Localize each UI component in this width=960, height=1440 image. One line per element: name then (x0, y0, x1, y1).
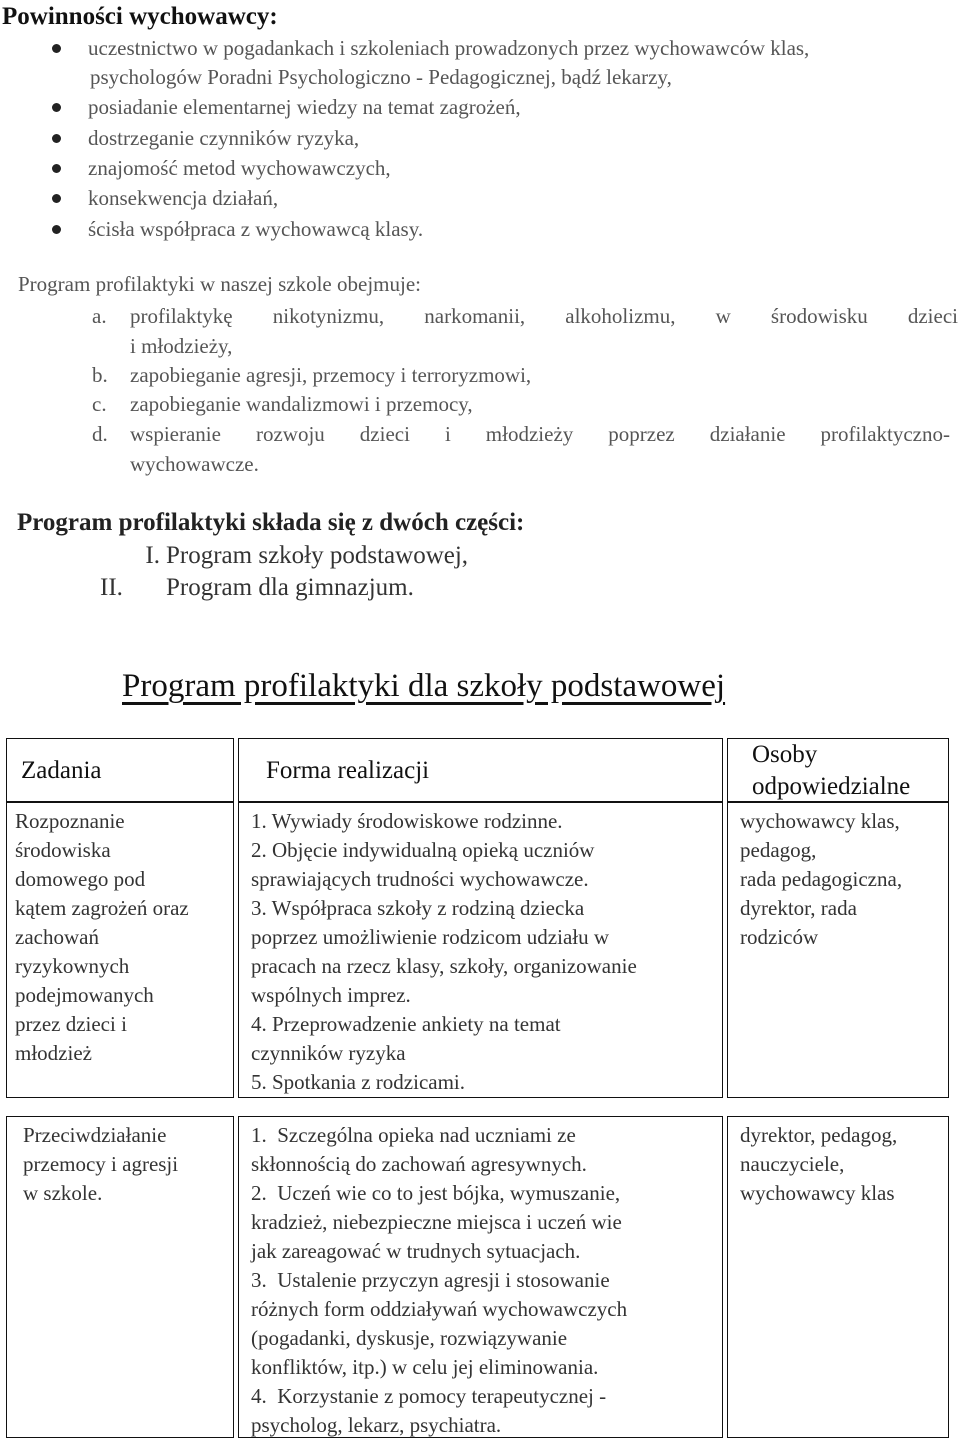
persons-cell: dyrektor, pedagog, nauczyciele, wychowawcy klas (727, 1116, 949, 1438)
form-cell: 1. Szczególna opieka nad uczniami ze skłonnością do zachowań agresywnych. 2. Uczeń wie co to jest bójka, wymuszanie, kradzież, niebezpieczne miejsca i uczeń wie jak zareagować w trudnych sytuacjach. 3. Ustalenie przyczyn agresji i stosowanie różnych form oddziaływań wychowawczych (pogadanki, dyskusje, rozwiązywanie konfliktów, itp.) w celu jej eliminowania. 4. Korzystanie z pomocy terapeutycznej - psycholog, lekarz, psychiatra. (238, 1116, 723, 1438)
task-cell: Rozpoznanie środowiska domowego pod kątem zagrożeń oraz zachowań ryzykownych podejmowanych przez dzieci i młodzież (6, 802, 234, 1098)
part-text: Program dla gimnazjum. (166, 574, 414, 601)
bullet-icon (52, 44, 61, 53)
persons-cell: wychowawcy klas, pedagog, rada pedagogiczna, dyrektor, rada rodziców (727, 802, 949, 1098)
justified-line: profilaktykę nikotynizmu, narkomanii, alkoholizmu, w środowisku dzieci (130, 304, 958, 328)
part-text: Program szkoły podstawowej, (166, 542, 469, 569)
task-cell: Przeciwdziałanie przemocy i agresji w szkole. (6, 1116, 234, 1438)
bullet-icon (52, 103, 61, 112)
bullet-icon (52, 194, 61, 203)
part-mark: I. (145, 542, 160, 569)
part-mark: II. (100, 574, 123, 601)
header-cell-tasks: Zadania (6, 738, 234, 802)
bullet-icon (52, 134, 61, 143)
parts-heading: Program profilaktyki składa się z dwóch części: (17, 509, 525, 536)
page-title: Program profilaktyki dla szkoły podstawowej (122, 668, 726, 704)
form-cell: 1. Wywiady środowiskowe rodzinne. 2. Objęcie indywidualną opieką uczniów sprawiających trudności wychowawcze. 3. Współpraca szkoły z rodziną dziecka poprzez umożliwienie rodzicom udziału w pracach na rzecz klasy, szkoły, organizowanie wspólnych imprez. 4. Przeprowadzenie ankiety na temat czynników ryzyka 5. Spotkania z rodzicami. (238, 802, 723, 1098)
duties-heading: Powinności wychowawcy: (2, 3, 278, 30)
header-cell-persons: Osoby odpowiedzialne (727, 738, 949, 802)
scope-heading: Program profilaktyki w naszej szkole obejmuje: (18, 272, 421, 296)
header-cell-form: Forma realizacji (238, 738, 723, 802)
bullet-icon (52, 164, 61, 173)
bullet-icon (52, 225, 61, 234)
